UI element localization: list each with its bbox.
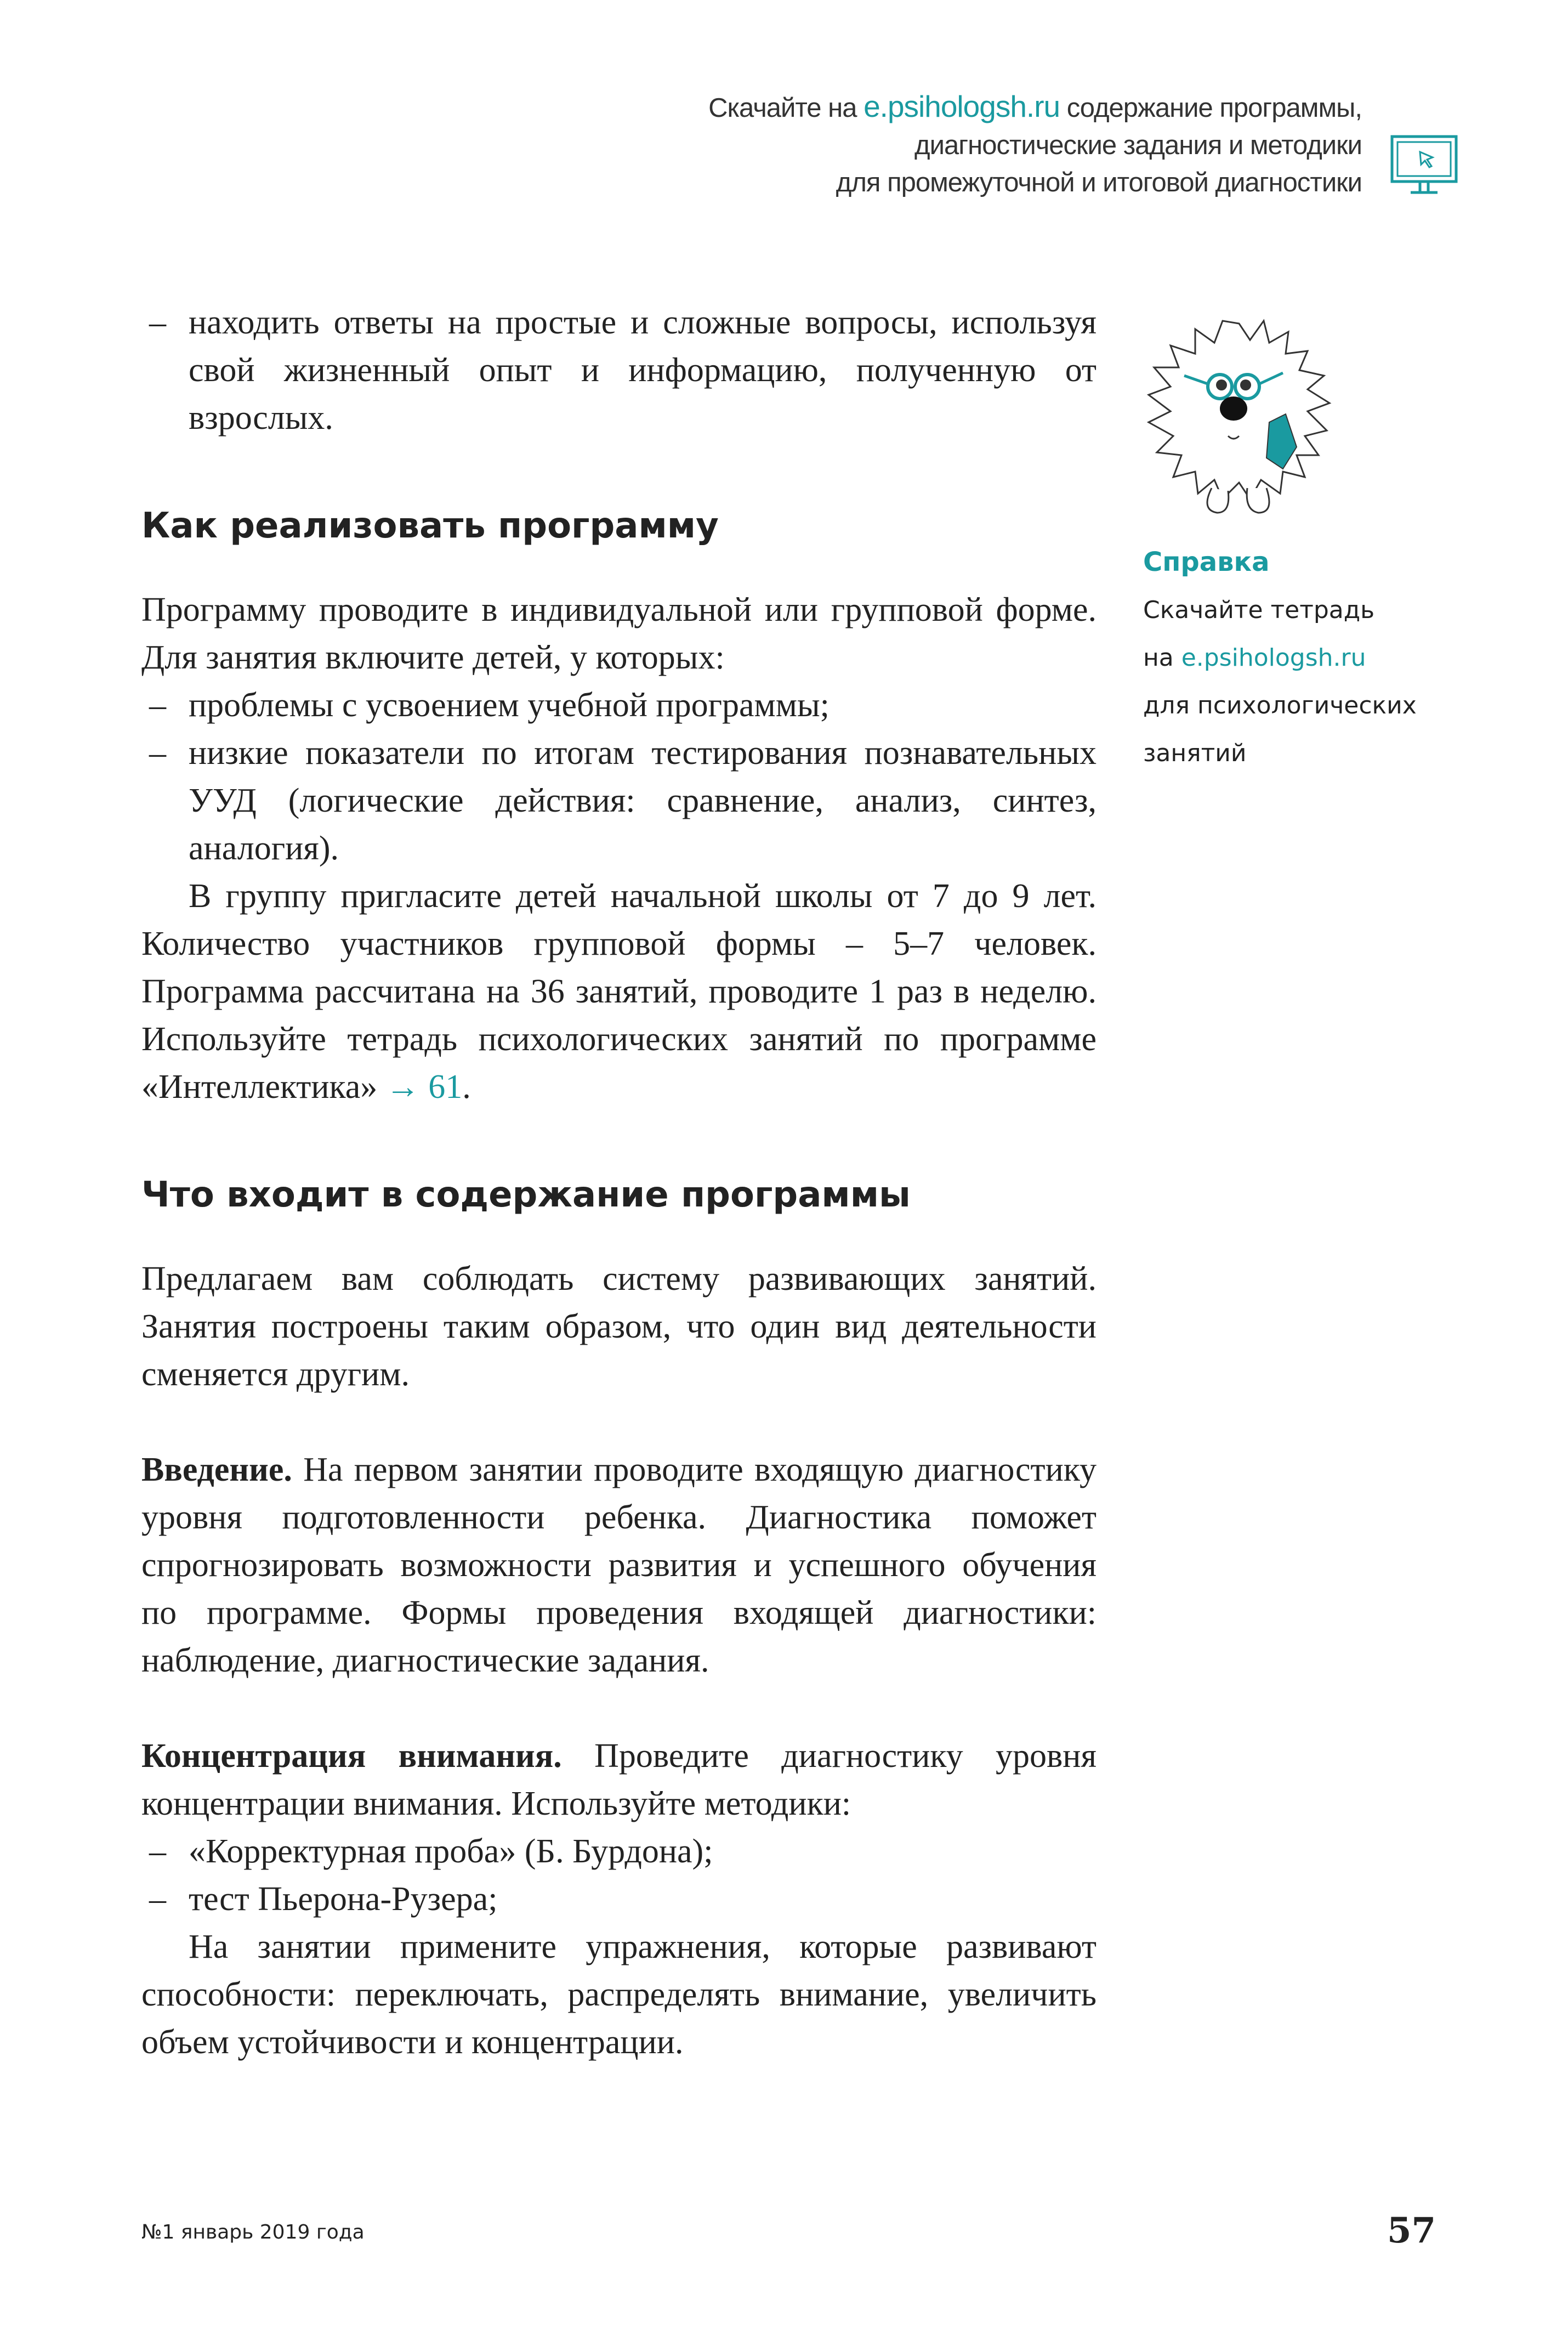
list-item: – находить ответы на простые и сложные вопросы, используя свой жизненный опыт и информацию, полученную от взрослых. bbox=[141, 299, 1097, 442]
list-item: – проблемы с усвоением учебной программы; bbox=[141, 682, 1097, 729]
term: Концентрация внимания. bbox=[141, 1737, 562, 1775]
header-text: содержание программы, bbox=[1060, 93, 1362, 123]
intro-list bbox=[141, 299, 1097, 442]
paragraph-text: В группу пригласите детей начальной школы от 7 до 9 лет. Количество участников групповой формы – 5–7 человек. Программа рассчитана на 36 занятий, проводите 1 раз в неделю. Используйте тетрадь психологических занятий по программе «Интеллектика» bbox=[141, 877, 1097, 1106]
page-number: 57 bbox=[1387, 2210, 1436, 2251]
section-heading-implementation: Как реализовать программу bbox=[141, 506, 719, 546]
paragraph: Программу проводите в индивидуальной или групповой форме. Для занятия включите детей, у которых: bbox=[141, 591, 1097, 676]
list-item: – низкие показатели по итогам тестирования познавательных УУД (логические действия: сравнение, анализ, синтез, аналогия). bbox=[141, 729, 1097, 872]
header-promo bbox=[708, 88, 1362, 201]
concentration-block bbox=[141, 1732, 1097, 2066]
section-heading-content: Что входит в содержание программы bbox=[141, 1175, 911, 1215]
header-line-2: диагностические задания и методики bbox=[914, 131, 1362, 160]
header-site-link[interactable]: e.psihologsh.ru bbox=[863, 89, 1060, 123]
sidebar-note bbox=[1143, 539, 1527, 777]
punctuation: . bbox=[462, 1068, 471, 1106]
paragraph: На занятии примените упражнения, которые развивают способности: переключать, распределять внимание, увеличить объем устойчивости и концентрации. bbox=[141, 1928, 1097, 2061]
term: Введение. bbox=[141, 1451, 292, 1488]
sidebar-text: на bbox=[1143, 644, 1181, 672]
list-item: – «Корректурная проба» (Б. Бурдона); bbox=[141, 1828, 1097, 1876]
footer-issue: №1 январь 2019 года bbox=[141, 2221, 365, 2243]
header-text: Скачайте на bbox=[708, 93, 864, 123]
sidebar-line: занятий bbox=[1143, 739, 1247, 767]
hedgehog-illustration bbox=[1140, 313, 1338, 532]
implementation-body bbox=[141, 586, 1097, 1111]
sidebar-line: Скачайте тетрадь bbox=[1143, 596, 1375, 624]
paragraph-text: На первом занятии проводите входящую диагностику уровня подготовленности ребенка. Диагностика поможет спрогнозировать возможности развития и успешного обучения по программе. Формы проведения входящей диагностики: наблюдение, диагностические задания. bbox=[141, 1451, 1097, 1679]
list-item: – тест Пьерона-Рузера; bbox=[141, 1876, 1097, 1923]
sidebar-site-link[interactable]: e.psihologsh.ru bbox=[1181, 644, 1366, 672]
paragraph: Предлагаем вам соблюдать систему развивающих занятий. Занятия построены таким образом, что один вид деятельности сменяется другим. bbox=[141, 1260, 1097, 1393]
main-column bbox=[141, 299, 1097, 2066]
paragraph-text: Проведите диагностику уровня концентрации внимания. Используйте методики: bbox=[141, 1737, 1097, 1822]
paragraph-concentration bbox=[141, 1732, 1097, 1828]
header-line-3: для промежуточной и итоговой диагностики bbox=[836, 168, 1362, 197]
page-reference-link[interactable]: → 61 bbox=[385, 1068, 463, 1106]
paragraph-introduction bbox=[141, 1446, 1097, 1685]
sidebar-title: Справка bbox=[1143, 547, 1270, 577]
monitor-cursor-icon bbox=[1390, 134, 1458, 200]
sidebar-line: для психологических bbox=[1143, 692, 1417, 719]
paragraph bbox=[141, 872, 1097, 1111]
